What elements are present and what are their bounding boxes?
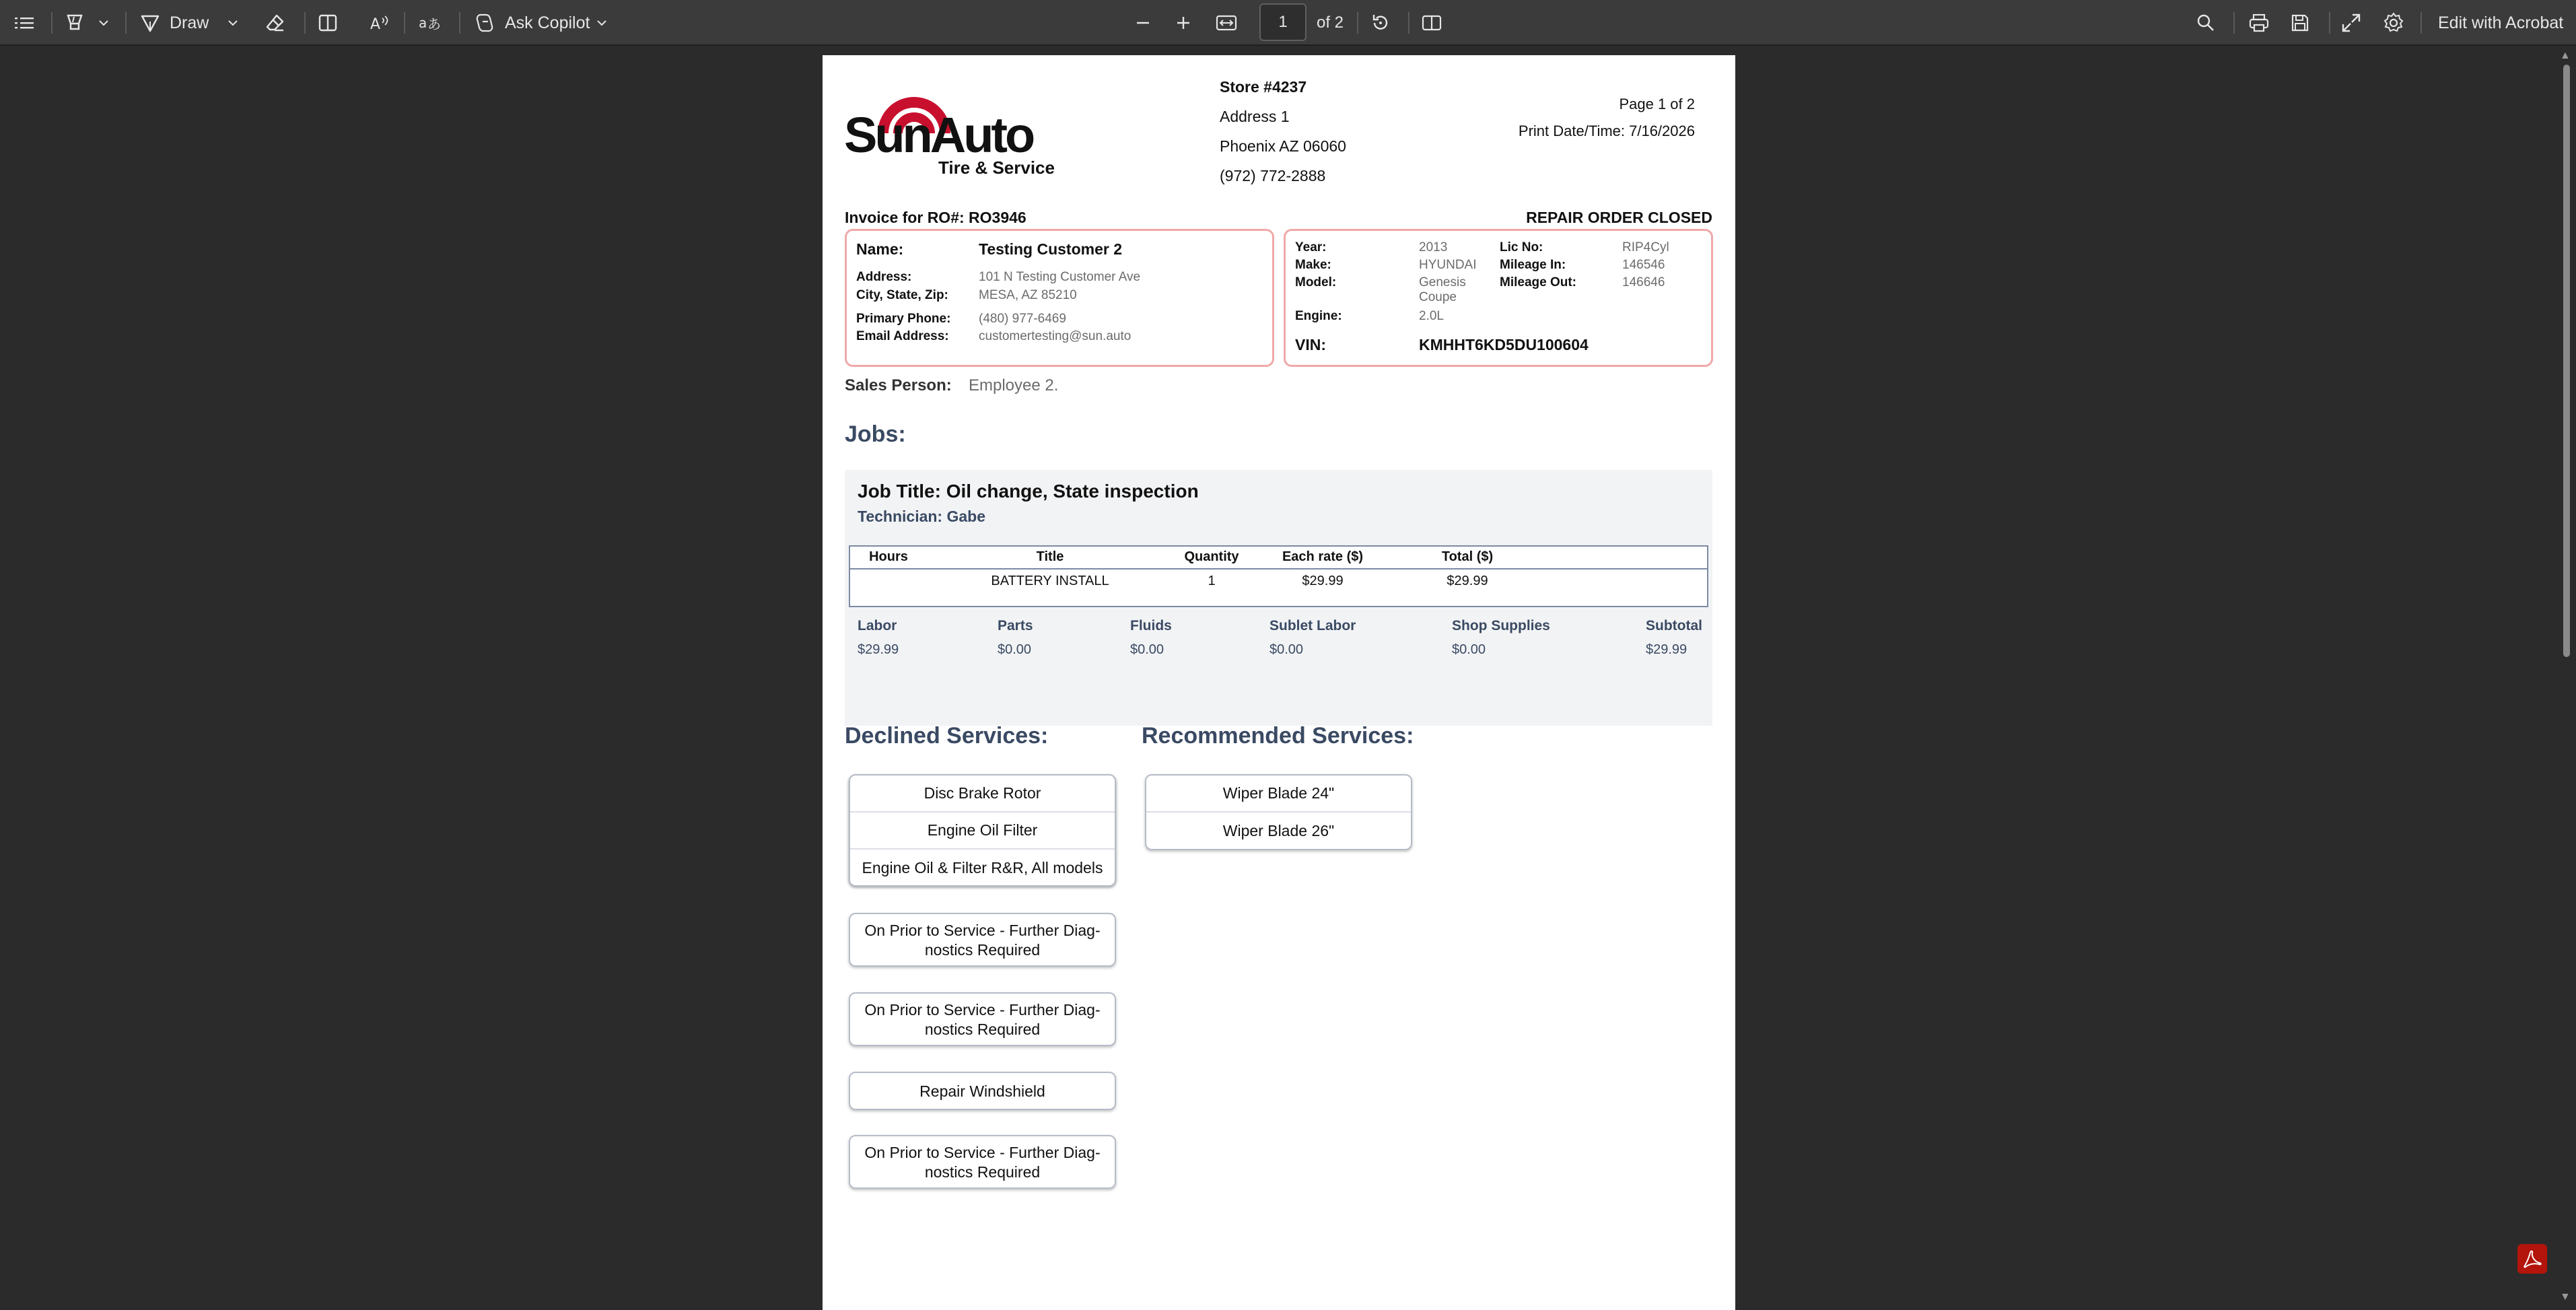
customer-phone: (480) 977-6469 bbox=[979, 312, 1066, 326]
table-header-row bbox=[850, 547, 1707, 570]
summary-label-sublet-labor: Sublet Labor bbox=[1269, 618, 1356, 633]
declined-service-item: Repair Windshield bbox=[919, 1082, 1045, 1100]
vehicle-make: HYUNDAI bbox=[1419, 258, 1477, 272]
column-header-hours: Hours bbox=[869, 549, 908, 564]
summary-label-shop-supplies: Shop Supplies bbox=[1452, 618, 1550, 633]
svg-text:あ: あ bbox=[427, 16, 441, 32]
recommended-services-heading: Recommended Services: bbox=[1142, 723, 1414, 749]
summary-value-shop-supplies: $0.00 bbox=[1452, 642, 1486, 657]
summary-label-labor: Labor bbox=[858, 618, 897, 633]
declined-service-group-5 bbox=[849, 1135, 1116, 1189]
summary-value-sublet-labor: $0.00 bbox=[1269, 642, 1304, 657]
sales-person-label: Sales Person: bbox=[845, 376, 952, 394]
model-label: Model: bbox=[1295, 275, 1337, 289]
address-label: Address: bbox=[856, 270, 912, 284]
vin-label: VIN: bbox=[1295, 336, 1326, 353]
copilot-chevron-down-icon[interactable] bbox=[596, 0, 607, 46]
declined-service-item: Engine Oil Filter bbox=[850, 813, 1115, 850]
draw-chevron-down-icon[interactable] bbox=[228, 0, 238, 46]
zoom-out-icon[interactable] bbox=[1135, 0, 1151, 46]
copilot-icon bbox=[474, 12, 495, 34]
sunauto-logo bbox=[844, 75, 1080, 176]
column-header-total: Total ($) bbox=[1441, 549, 1494, 564]
search-icon[interactable] bbox=[2196, 0, 2216, 46]
sales-person-value: Employee 2. bbox=[969, 376, 1059, 394]
lic-label: Lic No: bbox=[1500, 240, 1543, 254]
vehicle-vin: KMHHT6KD5DU100604 bbox=[1419, 336, 1589, 353]
cell-title: BATTERY INSTALL bbox=[991, 574, 1109, 588]
ask-copilot-button[interactable] bbox=[474, 0, 590, 46]
logo-brand: SunAuto bbox=[844, 107, 1033, 163]
phone-label: Primary Phone: bbox=[856, 312, 951, 326]
recommended-service-item: Wiper Blade 24" bbox=[1146, 775, 1411, 813]
print-datetime: Print Date/Time: 7/16/2026 bbox=[1518, 123, 1695, 139]
translate-icon[interactable] bbox=[419, 0, 443, 46]
page-indicator: Page 1 of 2 bbox=[1619, 96, 1695, 112]
email-label: Email Address: bbox=[856, 329, 949, 343]
declined-service-group-2 bbox=[849, 913, 1116, 967]
svg-text:A: A bbox=[370, 16, 381, 33]
draw-icon bbox=[140, 13, 160, 33]
contents-icon[interactable] bbox=[15, 0, 35, 46]
recommended-services-list bbox=[1145, 774, 1412, 850]
declined-service-item: Engine Oil & Filter R&R, All models bbox=[862, 859, 1103, 876]
vehicle-engine: 2.0L bbox=[1419, 309, 1444, 323]
declined-service-item: On Prior to Service - Further Diag-nostics Required bbox=[864, 1001, 1101, 1038]
settings-gear-icon[interactable] bbox=[2383, 0, 2404, 46]
vehicle-mileage-in: 146546 bbox=[1622, 258, 1665, 272]
summary-label-parts: Parts bbox=[998, 618, 1033, 633]
customer-email: customertesting@sun.auto bbox=[979, 329, 1132, 343]
rotate-icon[interactable] bbox=[1370, 0, 1391, 46]
vehicle-model-line1: Genesis bbox=[1419, 275, 1466, 289]
scroll-up-arrow-icon[interactable]: ▲ bbox=[2560, 50, 2571, 61]
mileage-out-label: Mileage Out: bbox=[1500, 275, 1577, 289]
customer-info-box bbox=[845, 229, 1274, 367]
read-aloud-icon[interactable] bbox=[369, 0, 392, 46]
edit-with-acrobat-button[interactable] bbox=[2438, 0, 2563, 46]
draw-button[interactable] bbox=[140, 0, 209, 46]
summary-value-parts: $0.00 bbox=[998, 642, 1032, 657]
declined-service-group-1-list bbox=[849, 774, 1116, 887]
cell-total: $29.99 bbox=[1447, 574, 1488, 588]
invoice-title: Invoice for RO#: RO3946 bbox=[845, 209, 1026, 226]
engine-label: Engine: bbox=[1295, 309, 1342, 323]
summary-value-labor: $29.99 bbox=[858, 642, 899, 657]
job-line-items-table bbox=[849, 545, 1708, 607]
vehicle-model-line2: Coupe bbox=[1419, 290, 1457, 304]
scrollbar-thumb[interactable] bbox=[2563, 65, 2570, 657]
page-number-input[interactable] bbox=[1259, 3, 1307, 41]
customer-name: Testing Customer 2 bbox=[979, 240, 1122, 258]
zoom-in-icon[interactable] bbox=[1175, 0, 1191, 46]
scroll-down-arrow-icon[interactable]: ▼ bbox=[2560, 1291, 2571, 1303]
summary-value-fluids: $0.00 bbox=[1130, 642, 1164, 657]
cell-each-rate: $29.99 bbox=[1302, 574, 1344, 588]
column-header-quantity: Quantity bbox=[1184, 549, 1239, 564]
highlight-chevron-down-icon[interactable] bbox=[98, 0, 109, 46]
draw-label: Draw bbox=[170, 13, 209, 32]
page-total-label: of 2 bbox=[1317, 13, 1344, 32]
logo-tagline: Tire & Service bbox=[938, 158, 1055, 178]
year-label: Year: bbox=[1295, 240, 1327, 254]
ask-copilot-label: Ask Copilot bbox=[505, 13, 590, 32]
declined-service-item: Disc Brake Rotor bbox=[850, 775, 1115, 813]
summary-label-fluids: Fluids bbox=[1130, 618, 1172, 633]
pdf-toolbar bbox=[0, 0, 2576, 46]
summary-label-subtotal: Subtotal bbox=[1646, 618, 1702, 633]
vehicle-lic: RIP4Cyl bbox=[1622, 240, 1669, 254]
declined-service-group-3 bbox=[849, 992, 1116, 1046]
text-box-icon[interactable] bbox=[318, 0, 338, 46]
store-city: Phoenix AZ 06060 bbox=[1220, 137, 1346, 155]
declined-service-item: On Prior to Service - Further Diag-nostics Required bbox=[864, 922, 1101, 959]
name-label: Name: bbox=[856, 240, 904, 258]
customer-csz: MESA, AZ 85210 bbox=[979, 288, 1077, 302]
print-icon[interactable] bbox=[2248, 0, 2270, 46]
store-phone: (972) 772-2888 bbox=[1220, 167, 1326, 184]
declined-services-heading: Declined Services: bbox=[845, 723, 1049, 749]
declined-service-group-4 bbox=[849, 1072, 1116, 1110]
summary-value-subtotal: $29.99 bbox=[1646, 642, 1687, 657]
page-view-icon[interactable] bbox=[1422, 0, 1442, 46]
mileage-in-label: Mileage In: bbox=[1500, 258, 1566, 272]
recommended-service-item: Wiper Blade 26" bbox=[1222, 822, 1335, 839]
csz-label: City, State, Zip: bbox=[856, 288, 948, 302]
job-title: Job Title: Oil change, State inspection bbox=[858, 481, 1199, 502]
edit-with-acrobat-label: Edit with Acrobat bbox=[2438, 13, 2564, 32]
vehicle-info-box bbox=[1284, 229, 1713, 367]
job-technician: Technician: Gabe bbox=[858, 508, 986, 525]
expand-icon[interactable] bbox=[2341, 0, 2361, 46]
vehicle-year: 2013 bbox=[1419, 240, 1448, 254]
highlight-icon[interactable] bbox=[65, 0, 85, 46]
column-header-title: Title bbox=[1036, 549, 1064, 564]
pdf-page bbox=[823, 55, 1735, 1310]
vehicle-mileage-out: 146646 bbox=[1622, 275, 1665, 289]
store-number: Store #4237 bbox=[1220, 78, 1307, 96]
save-icon[interactable] bbox=[2290, 0, 2310, 46]
column-header-each-rate: Each rate ($) bbox=[1282, 549, 1364, 564]
jobs-heading: Jobs: bbox=[845, 421, 906, 447]
declined-service-item: On Prior to Service - Further Diag-nostics Required bbox=[864, 1144, 1101, 1181]
cell-quantity: 1 bbox=[1208, 574, 1216, 588]
page-number-value: 1 bbox=[1278, 13, 1288, 31]
make-label: Make: bbox=[1295, 258, 1331, 272]
eraser-icon[interactable] bbox=[265, 0, 285, 46]
svg-text:a: a bbox=[419, 15, 427, 31]
order-status: REPAIR ORDER CLOSED bbox=[1526, 209, 1712, 226]
acrobat-icon[interactable] bbox=[2517, 1244, 2547, 1274]
fit-width-icon[interactable] bbox=[1216, 0, 1237, 46]
customer-address: 101 N Testing Customer Ave bbox=[979, 270, 1141, 284]
store-address: Address 1 bbox=[1220, 108, 1290, 125]
page-total bbox=[1317, 0, 1344, 46]
